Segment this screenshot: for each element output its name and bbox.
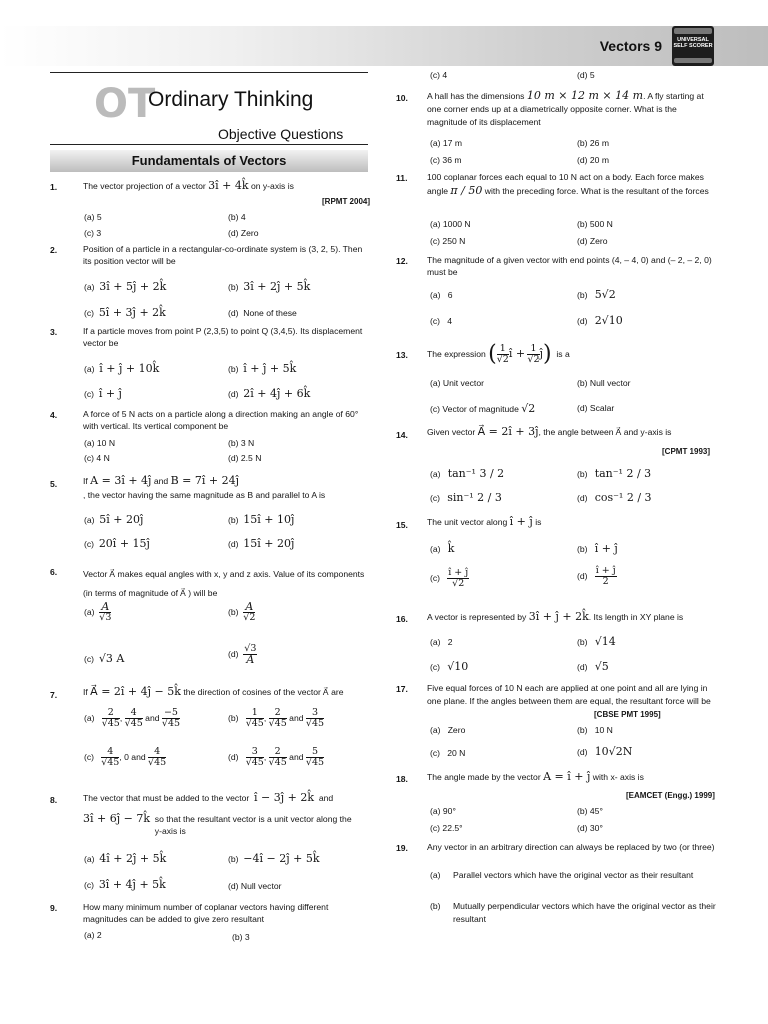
option-c: (c) 4 <box>430 70 448 80</box>
option-a: (a) 17 m <box>430 138 462 148</box>
option-d: (d) 2.5 N <box>228 453 262 463</box>
option-d: (d) 10√2N <box>577 745 633 758</box>
option-d: (d) Scalar <box>577 403 615 413</box>
option-b: (b) $\frac{1}{√45}$ , $\frac{2}{√45}$ and $\frac{3}{√45}$ <box>228 707 325 729</box>
option-b: (b) Null vector <box>577 378 631 388</box>
option-c: (c) 36 m <box>430 155 462 165</box>
option-b: (b) 4 <box>228 212 246 222</box>
question-number: 16. <box>396 614 408 624</box>
option-b: (b) 3 N <box>228 438 255 448</box>
option-a: (a) <box>430 870 441 880</box>
question-text: Given vector A⃗ = 2î + 3ĵ, the angle between A⃗ and y-axis is <box>427 425 672 438</box>
question-text: Five equal forces of 10 N each are applied at one point and all are lying in one plane. If the angles between them are equal, the resultant force will be <box>427 683 711 706</box>
question-number: 5. <box>50 479 58 489</box>
option-a: (a) 2 <box>430 637 453 647</box>
option-b: (b) 10 N <box>577 725 613 735</box>
option-b: (b) î + ĵ <box>577 542 618 555</box>
option-c: (c) 4 <box>430 316 452 326</box>
option-a: (a) 6 <box>430 290 453 300</box>
option-c: (c) 250 N <box>430 236 466 246</box>
chapter-page-title: Vectors 9 <box>599 38 662 54</box>
question-number: 12. <box>396 256 408 266</box>
option-c: (c) 22.5° <box>430 823 463 833</box>
option-a: (a) 1000 N <box>430 219 471 229</box>
option-c: (c) 4 N <box>84 453 110 463</box>
question-text-cont: , the vector having the same magnitude as B and parallel to A is <box>83 490 326 500</box>
option-c: (c) 3 <box>84 228 102 238</box>
option-b: (b) 15î + 10ĵ <box>228 513 295 526</box>
option-a: (a) 3î + 5ĵ + 2k̂ <box>84 280 167 293</box>
question-source: [CPMT 1993] <box>662 447 711 456</box>
option-b: (b) 26 m <box>577 138 609 148</box>
option-c: (c) Vector of magnitude √2 <box>430 402 536 415</box>
option-d: (d) Null vector <box>228 881 282 891</box>
question-text: The magnitude of a given vector with end points (4, – 4, 0) and (– 2, – 2, 0) must be <box>427 255 712 277</box>
option-c: (c) 5î + 3ĵ + 2k̂ <box>84 306 166 319</box>
option-a: (a) k̂ <box>430 542 455 555</box>
option-b: (b) <box>430 901 441 911</box>
question-text-cont: 3î + 6ĵ − 7k̂ so that the resultant vector is a unit vector along the y-axis is <box>83 812 352 836</box>
option-b: (b) 500 N <box>577 219 613 229</box>
question-text: Position of a particle in a rectangular-co-ordinate system is (3, 2, 5). Then its position vector will be <box>83 244 363 266</box>
question-number: 8. <box>50 795 58 805</box>
question-number: 19. <box>396 843 408 853</box>
section-bottom-rule <box>50 144 368 145</box>
option-a: (a) $\frac{2}{√45}$ , $\frac{4}{√45}$ and $\frac{-5}{√45}$ <box>84 707 181 729</box>
question-number: 17. <box>396 684 408 694</box>
section-top-rule <box>50 72 368 73</box>
option-b: (b) 5√2 <box>577 288 616 301</box>
option-b: (b) √14 <box>577 635 616 648</box>
option-a: (a) 10 N <box>84 438 116 448</box>
question-source: [RPMT 2004] <box>322 197 371 206</box>
question-text: 100 coplanar forces each equal to 10 N act on a body. Each force makes angle π / 50 with the preceding force. What is the resultant of the forces <box>427 172 709 197</box>
section-title: Ordinary Thinking <box>148 88 314 111</box>
option-c: (c) √10 <box>430 660 469 673</box>
option-d: (d) 20 m <box>577 155 609 165</box>
ot-emblem-icon: OT <box>94 81 156 127</box>
option-b: (b) 45° <box>577 806 603 816</box>
question-text: The vector that must be added to the vector î − 3ĵ + 2k̂ and <box>83 791 334 804</box>
question-source: [EAMCET (Engg.) 1999] <box>626 791 715 800</box>
question-text: The vector projection of a vector 3î + 4k̂ on y-axis is <box>83 179 294 192</box>
option-d: (d) $\frac{√3}{A}$ <box>228 643 257 666</box>
question-number: 11. <box>396 173 408 183</box>
option-d: (d) Zero <box>577 236 608 246</box>
option-b: (b) −4î − 2ĵ + 5k̂ <box>228 852 320 865</box>
option-a: (a) 90° <box>430 806 456 816</box>
option-b-text: Mutually perpendicular vectors which have the original vector as their resultant <box>453 901 716 924</box>
question-number: 15. <box>396 520 408 530</box>
question-number: 6. <box>50 567 58 577</box>
option-d: (d) $\frac{î + ĵ}{2}$ <box>577 565 616 587</box>
option-d: (d) 2√10 <box>577 314 623 327</box>
option-b: (b) $\frac{A}{√2}$ <box>228 600 256 623</box>
option-c: (c) $\frac{4}{√45}$ , 0 and $\frac{4}{√45}$ <box>84 746 167 768</box>
question-text: The angle made by the vector A = î + ĵ with x- axis is <box>427 770 644 783</box>
question-text: If A⃗ = 2î + 4ĵ − 5k̂ the direction of cosines of the vector A⃗ are <box>83 685 344 698</box>
option-c: (c) √3 A <box>84 652 125 665</box>
option-a: (a) 2 <box>84 930 102 940</box>
question-number: 14. <box>396 430 408 440</box>
option-c: (c) 20î + 15ĵ <box>84 537 150 550</box>
option-a: (a) î + ĵ + 10k̂ <box>84 362 160 375</box>
question-source: [CBSE PMT 1995] <box>594 710 661 719</box>
universal-self-scorer-logo <box>672 26 714 66</box>
question-text: How many minimum number of coplanar vectors having different magnitudes can be added to give zero resultant <box>83 902 329 924</box>
question-number: 9. <box>50 903 58 913</box>
question-text: A force of 5 N acts on a particle along a direction making an angle of 60° with vertical. Its vertical component be <box>83 409 359 431</box>
question-number: 3. <box>50 327 58 337</box>
option-d: (d) 5 <box>577 70 595 80</box>
option-d: (d) $\frac{3}{√45}$ , $\frac{2}{√45}$ and $\frac{5}{√45}$ <box>228 746 325 768</box>
question-number: 18. <box>396 774 408 784</box>
option-d: (d) Zero <box>228 228 259 238</box>
option-a: (a) tan⁻¹ 3 / 2 <box>430 467 505 480</box>
option-a-text: Parallel vectors which have the original vector as their resultant <box>453 870 694 880</box>
option-a: (a) Zero <box>430 725 466 735</box>
option-a: (a) $\frac{A}{√3}$ <box>84 600 112 623</box>
question-number: 13. <box>396 350 408 360</box>
option-b: (b) î + ĵ + 5k̂ <box>228 362 297 375</box>
question-text: If A = 3î + 4ĵ and B = 7î + 24ĵ <box>83 474 240 487</box>
option-c: (c) 3î + 4ĵ + 5k̂ <box>84 878 166 891</box>
question-number: 1. <box>50 182 58 192</box>
option-d: (d) 15î + 20ĵ <box>228 537 295 550</box>
logo-text: UNIVERSAL SELF SCORER <box>673 37 713 49</box>
question-number: 10. <box>396 93 408 103</box>
option-b: (b) 3î + 2ĵ + 5k̂ <box>228 280 311 293</box>
section-subtitle: Objective Questions <box>218 126 344 142</box>
option-d: (d) 30° <box>577 823 603 833</box>
question-number: 4. <box>50 410 58 420</box>
option-c: (c) 20 N <box>430 748 466 758</box>
option-a: (a) Unit vector <box>430 378 484 388</box>
question-text: A vector is represented by 3î + ĵ + 2k̂. Its length in XY plane is <box>427 610 684 623</box>
option-d: (d) 2î + 4ĵ + 6k̂ <box>228 387 311 400</box>
option-c: (c) sin⁻¹ 2 / 3 <box>430 491 502 504</box>
question-text: Any vector in an arbitrary direction can always be replaced by two (or three) <box>427 842 715 852</box>
topic-title: Fundamentals of Vectors <box>131 153 287 168</box>
option-c: (c) î + ĵ <box>84 387 122 400</box>
question-number: 7. <box>50 690 58 700</box>
option-a: (a) 5 <box>84 212 102 222</box>
question-number: 2. <box>50 245 58 255</box>
option-d: (d) cos⁻¹ 2 / 3 <box>577 491 652 504</box>
option-c: (c) $\frac{î + ĵ}{√2}$ <box>430 567 469 589</box>
option-a: (a) 5î + 20ĵ <box>84 513 144 526</box>
option-b: (b) 3 <box>232 932 250 942</box>
question-text: Vector A⃗ makes equal angles with x, y and z axis. Value of its components (in terms of magnitude of A⃗ ) will be <box>83 569 365 598</box>
option-d: (d) None of these <box>228 308 297 318</box>
option-a: (a) 4î + 2ĵ + 5k̂ <box>84 852 167 865</box>
question-text: The expression ( $\frac{1}{√2}$ î + $\frac{1}{√2}$ ĵ) is a <box>427 341 570 367</box>
question-text: The unit vector along î + ĵ is <box>427 515 542 528</box>
option-d: (d) √5 <box>577 660 609 673</box>
question-text: A hall has the dimensions 10 m × 12 m × 14 m. A fly starting at one corner ends up at a diametrically opposite corner. What is the magnitude of its displacement <box>427 89 704 127</box>
question-text: If a particle moves from point P (2,3,5) to point Q (3,4,5). Its displacement vector be <box>83 326 363 348</box>
option-b: (b) tan⁻¹ 2 / 3 <box>577 467 652 480</box>
